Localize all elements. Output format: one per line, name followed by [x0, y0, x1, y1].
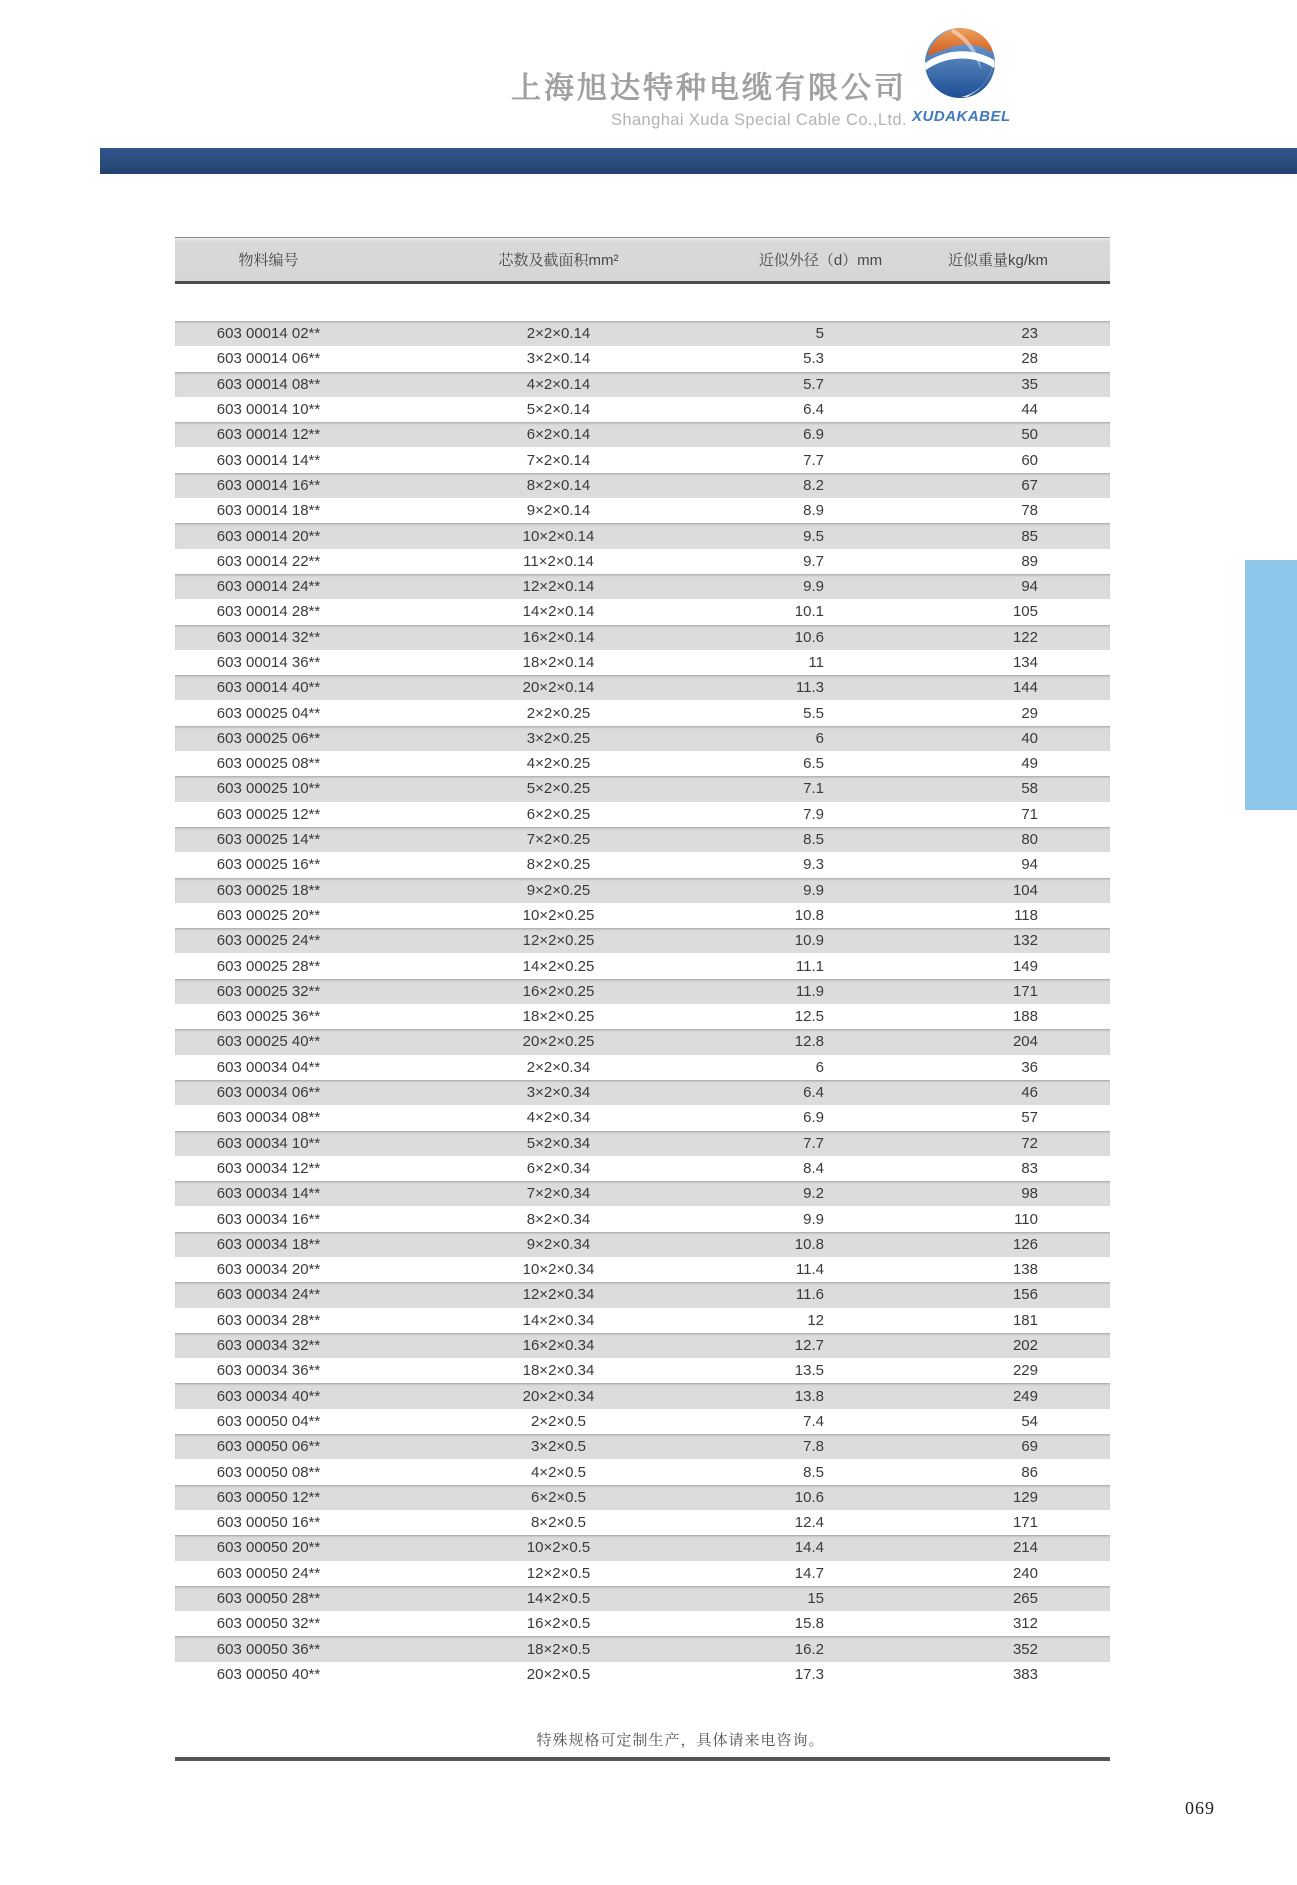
- material-code: 603 00025 14**: [216, 831, 321, 849]
- material-code: 603 00050 20**: [216, 1539, 321, 1557]
- material-code: 603 00034 24**: [216, 1286, 321, 1304]
- table-row: [175, 1535, 1110, 1560]
- outer-diameter: 9.9: [803, 578, 824, 596]
- core-spec: 10×2×0.5: [526, 1539, 591, 1557]
- table-row: [175, 650, 1110, 675]
- outer-diameter: 7.8: [803, 1438, 824, 1456]
- outer-diameter: 15: [807, 1589, 824, 1607]
- outer-diameter: 14.4: [794, 1539, 824, 1557]
- core-spec: 7×2×0.25: [526, 831, 591, 849]
- table-row: [175, 700, 1110, 725]
- material-code: 603 00034 40**: [216, 1387, 321, 1405]
- outer-diameter: 9.5: [803, 527, 824, 545]
- weight: 80: [1021, 831, 1038, 849]
- core-spec: 16×2×0.5: [526, 1615, 591, 1633]
- outer-diameter: 5.5: [803, 704, 824, 722]
- material-code: 603 00025 24**: [216, 932, 321, 950]
- table-row: [175, 346, 1110, 371]
- page-number: 069: [1185, 1798, 1215, 1818]
- table-row: [175, 903, 1110, 928]
- outer-diameter: 6: [815, 729, 824, 747]
- outer-diameter: 5.3: [803, 350, 824, 368]
- weight: 46: [1021, 1084, 1038, 1102]
- outer-diameter: 8.9: [803, 502, 824, 520]
- core-spec: 20×2×0.14: [522, 679, 595, 697]
- core-spec: 5×2×0.25: [526, 780, 591, 798]
- outer-diameter: 10.1: [794, 603, 824, 621]
- weight: 265: [1012, 1589, 1038, 1607]
- outer-diameter: 8.2: [803, 476, 824, 494]
- outer-diameter: 13.5: [794, 1362, 824, 1380]
- core-spec: 7×2×0.34: [526, 1185, 591, 1203]
- core-spec: 16×2×0.34: [522, 1337, 595, 1355]
- core-spec: 5×2×0.14: [526, 401, 591, 419]
- core-spec: 9×2×0.34: [526, 1235, 591, 1253]
- material-code: 603 00014 36**: [216, 654, 321, 671]
- material-code: 603 00050 16**: [216, 1514, 321, 1532]
- core-spec: 6×2×0.25: [526, 805, 591, 823]
- table-row: [175, 422, 1110, 447]
- weight: 240: [1012, 1564, 1038, 1582]
- material-code: 603 00025 04**: [216, 704, 321, 722]
- weight: 98: [1021, 1185, 1038, 1203]
- table-row: [175, 1383, 1110, 1408]
- core-spec: 3×2×0.25: [526, 729, 591, 747]
- outer-diameter: 5: [815, 325, 824, 343]
- core-spec: 18×2×0.5: [526, 1640, 591, 1658]
- core-spec: 8×2×0.34: [526, 1210, 591, 1228]
- outer-diameter: 12.5: [794, 1008, 824, 1026]
- material-code: 603 00014 16**: [216, 476, 321, 494]
- weight: 129: [1012, 1488, 1038, 1506]
- material-code: 603 00050 04**: [216, 1412, 321, 1430]
- core-spec: 12×2×0.25: [522, 932, 595, 950]
- outer-diameter: 8.4: [803, 1159, 824, 1177]
- table-row: [175, 1156, 1110, 1181]
- table-row: [175, 776, 1110, 801]
- core-spec: 4×2×0.25: [526, 755, 591, 773]
- weight: 105: [1012, 603, 1038, 621]
- weight: 352: [1012, 1640, 1038, 1658]
- weight: 383: [1012, 1665, 1038, 1683]
- material-code: 603 00014 14**: [216, 451, 321, 469]
- table-row: [175, 1586, 1110, 1611]
- table-row: [175, 1131, 1110, 1156]
- core-spec: 11×2×0.14: [523, 552, 594, 570]
- table-header-row: [175, 237, 1110, 284]
- outer-diameter: 11.3: [795, 679, 824, 697]
- outer-diameter: 6.5: [803, 755, 824, 773]
- material-code: 603 00050 32**: [216, 1615, 321, 1633]
- outer-diameter: 6: [815, 1058, 824, 1076]
- weight: 134: [1012, 654, 1038, 671]
- table-row: [175, 1055, 1110, 1080]
- material-code: 603 00025 36**: [216, 1008, 321, 1026]
- table-row: [175, 1636, 1110, 1661]
- table-row: [175, 574, 1110, 599]
- material-code: 603 00025 16**: [216, 856, 321, 874]
- outer-diameter: 5.7: [803, 375, 824, 393]
- weight: 86: [1021, 1463, 1038, 1481]
- table-row: [175, 1181, 1110, 1206]
- core-spec: 20×2×0.34: [522, 1387, 595, 1405]
- weight: 188: [1012, 1008, 1038, 1026]
- table-row: [175, 1029, 1110, 1054]
- outer-diameter: 11.9: [795, 982, 824, 1000]
- core-spec: 12×2×0.34: [522, 1286, 595, 1304]
- core-spec: 14×2×0.25: [522, 957, 595, 975]
- core-spec: 6×2×0.5: [530, 1488, 587, 1506]
- material-code: 603 00014 06**: [216, 350, 321, 368]
- outer-diameter: 8.5: [803, 1463, 824, 1481]
- weight: 89: [1021, 552, 1038, 570]
- table-row: [175, 523, 1110, 548]
- material-code: 603 00050 40**: [216, 1665, 321, 1683]
- weight: 181: [1012, 1311, 1038, 1329]
- column-header-outer-diameter: 近似外径（d）mm: [758, 252, 883, 269]
- outer-diameter: 7.1: [803, 780, 824, 798]
- weight: 78: [1021, 502, 1038, 520]
- material-code: 603 00025 28**: [216, 957, 321, 975]
- weight: 71: [1021, 805, 1038, 823]
- table-row: [175, 321, 1110, 346]
- core-spec: 18×2×0.14: [522, 654, 595, 671]
- weight: 144: [1012, 679, 1038, 697]
- outer-diameter: 12.7: [794, 1337, 824, 1355]
- outer-diameter: 7.7: [803, 451, 824, 469]
- table-row: [175, 397, 1110, 422]
- weight: 36: [1021, 1058, 1038, 1076]
- core-spec: 6×2×0.14: [526, 426, 591, 444]
- core-spec: 10×2×0.25: [522, 906, 595, 924]
- table-row: [175, 878, 1110, 903]
- table-row: [175, 549, 1110, 574]
- company-name-cn: 上海旭达特种电缆有限公司: [511, 72, 907, 105]
- globe-swirl-logo-icon: [923, 26, 997, 100]
- footer-note: 特殊规格可定制生产，具体请来电咨询。: [536, 1732, 825, 1749]
- weight: 312: [1012, 1615, 1038, 1633]
- table-row: [175, 827, 1110, 852]
- material-code: 603 00014 24**: [216, 578, 321, 596]
- table-row: [175, 372, 1110, 397]
- core-spec: 10×2×0.34: [522, 1261, 595, 1279]
- material-code: 603 00034 18**: [216, 1235, 321, 1253]
- core-spec: 10×2×0.14: [522, 527, 595, 545]
- table-row: [175, 1282, 1110, 1307]
- outer-diameter: 10.8: [794, 1235, 824, 1253]
- outer-diameter: 17.3: [794, 1665, 824, 1683]
- core-spec: 3×2×0.5: [530, 1438, 587, 1456]
- core-spec: 9×2×0.25: [526, 881, 591, 899]
- table-row: [175, 852, 1110, 877]
- table-row: [175, 1308, 1110, 1333]
- core-spec: 3×2×0.34: [526, 1084, 591, 1102]
- outer-diameter: 9.2: [803, 1185, 824, 1203]
- weight: 72: [1021, 1134, 1038, 1152]
- weight: 23: [1021, 325, 1038, 343]
- core-spec: 14×2×0.5: [526, 1589, 591, 1607]
- table-row: [175, 1561, 1110, 1586]
- weight: 35: [1021, 375, 1038, 393]
- table-row: [175, 498, 1110, 523]
- core-spec: 12×2×0.14: [522, 578, 595, 596]
- core-spec: 4×2×0.34: [526, 1109, 591, 1127]
- chapter-tab: [1245, 560, 1297, 810]
- weight: 49: [1021, 755, 1038, 773]
- outer-diameter: 7.4: [803, 1412, 824, 1430]
- outer-diameter: 11: [808, 654, 824, 671]
- weight: 171: [1012, 982, 1038, 1000]
- table-row: [175, 953, 1110, 978]
- column-header-material-code: 物料编号: [238, 252, 299, 269]
- core-spec: 2×2×0.25: [526, 704, 591, 722]
- outer-diameter: 14.7: [794, 1564, 824, 1582]
- company-name-en: Shanghai Xuda Special Cable Co.,Ltd.: [610, 111, 907, 129]
- core-spec: 14×2×0.34: [522, 1311, 595, 1329]
- material-code: 603 00025 08**: [216, 755, 321, 773]
- outer-diameter: 12: [807, 1311, 824, 1329]
- core-spec: 20×2×0.25: [522, 1033, 595, 1051]
- material-code: 603 00050 36**: [216, 1640, 321, 1658]
- core-spec: 20×2×0.5: [526, 1665, 591, 1683]
- material-code: 603 00025 20**: [216, 906, 321, 924]
- weight: 28: [1021, 350, 1038, 368]
- material-code: 603 00014 18**: [216, 502, 321, 520]
- table-row: [175, 473, 1110, 498]
- core-spec: 2×2×0.5: [530, 1412, 587, 1430]
- outer-diameter: 9.9: [803, 1210, 824, 1228]
- table-row: [175, 1510, 1110, 1535]
- table-row: [175, 751, 1110, 776]
- weight: 40: [1021, 729, 1038, 747]
- material-code: 603 00050 28**: [216, 1589, 321, 1607]
- material-code: 603 00025 32**: [216, 982, 321, 1000]
- outer-diameter: 12.8: [794, 1033, 824, 1051]
- weight: 204: [1012, 1033, 1038, 1051]
- weight: 138: [1012, 1261, 1038, 1279]
- material-code: 603 00034 36**: [216, 1362, 321, 1380]
- table-row: [175, 1257, 1110, 1282]
- weight: 171: [1012, 1514, 1038, 1532]
- material-code: 603 00034 32**: [216, 1337, 321, 1355]
- table-row: [175, 928, 1110, 953]
- core-spec: 8×2×0.14: [526, 476, 591, 494]
- material-code: 603 00025 12**: [216, 805, 321, 823]
- table-body: [175, 321, 1110, 1687]
- outer-diameter: 11.4: [795, 1261, 824, 1279]
- outer-diameter: 11.6: [795, 1286, 824, 1304]
- table-row: [175, 599, 1110, 624]
- outer-diameter: 15.8: [794, 1615, 824, 1633]
- brand-bar: [100, 148, 1297, 174]
- core-spec: 4×2×0.14: [526, 375, 591, 393]
- weight: 249: [1012, 1387, 1038, 1405]
- outer-diameter: 8.5: [803, 831, 824, 849]
- weight: 58: [1021, 780, 1038, 798]
- weight: 57: [1021, 1109, 1038, 1127]
- material-code: 603 00050 24**: [216, 1564, 321, 1582]
- weight: 67: [1021, 476, 1038, 494]
- core-spec: 4×2×0.5: [530, 1463, 587, 1481]
- material-code: 603 00025 10**: [216, 780, 321, 798]
- weight: 29: [1021, 704, 1038, 722]
- outer-diameter: 7.9: [803, 805, 824, 823]
- weight: 69: [1021, 1438, 1038, 1456]
- material-code: 603 00014 12**: [216, 426, 321, 444]
- material-code: 603 00014 32**: [216, 628, 321, 646]
- material-code: 603 00014 28**: [216, 603, 321, 621]
- table-row: [175, 447, 1110, 472]
- material-code: 603 00025 40**: [216, 1033, 321, 1051]
- material-code: 603 00014 22**: [216, 552, 321, 570]
- company-header: [400, 70, 907, 132]
- weight: 104: [1012, 881, 1038, 899]
- outer-diameter: 10.6: [794, 1488, 824, 1506]
- material-code: 603 00050 06**: [216, 1438, 321, 1456]
- table-row: [175, 726, 1110, 751]
- material-code: 603 00034 14**: [216, 1185, 321, 1203]
- weight: 60: [1021, 451, 1038, 469]
- outer-diameter: 10.9: [794, 932, 824, 950]
- core-spec: 18×2×0.25: [522, 1008, 595, 1026]
- outer-diameter: 11.1: [795, 957, 824, 975]
- table-row: [175, 1232, 1110, 1257]
- table-row: [175, 1206, 1110, 1231]
- material-code: 603 00014 20**: [216, 527, 321, 545]
- core-spec: 18×2×0.34: [522, 1362, 595, 1380]
- outer-diameter: 16.2: [794, 1640, 824, 1658]
- core-spec: 2×2×0.34: [526, 1058, 591, 1076]
- outer-diameter: 9.3: [803, 856, 824, 874]
- table-row: [175, 1611, 1110, 1636]
- material-code: 603 00014 10**: [216, 401, 321, 419]
- material-code: 603 00034 04**: [216, 1058, 321, 1076]
- material-code: 603 00034 10**: [216, 1134, 321, 1152]
- table-row: [175, 802, 1110, 827]
- weight: 229: [1012, 1362, 1038, 1380]
- weight: 156: [1012, 1286, 1038, 1304]
- material-code: 603 00050 08**: [216, 1463, 321, 1481]
- weight: 202: [1012, 1337, 1038, 1355]
- weight: 149: [1012, 957, 1038, 975]
- core-spec: 5×2×0.34: [526, 1134, 591, 1152]
- table-row: [175, 1105, 1110, 1130]
- outer-diameter: 6.9: [803, 1109, 824, 1127]
- company-logo: [912, 26, 1011, 125]
- outer-diameter: 9.7: [803, 552, 824, 570]
- core-spec: 14×2×0.14: [522, 603, 595, 621]
- table-row: [175, 1080, 1110, 1105]
- core-spec: 16×2×0.14: [522, 628, 595, 646]
- weight: 94: [1021, 856, 1038, 874]
- outer-diameter: 6.4: [803, 401, 824, 419]
- weight: 214: [1012, 1539, 1038, 1557]
- table-row: [175, 979, 1110, 1004]
- table-row: [175, 1459, 1110, 1484]
- core-spec: 9×2×0.14: [526, 502, 591, 520]
- weight: 122: [1012, 628, 1038, 646]
- weight: 132: [1012, 932, 1038, 950]
- outer-diameter: 13.8: [794, 1387, 824, 1405]
- material-code: 603 00034 06**: [216, 1084, 321, 1102]
- weight: 50: [1021, 426, 1038, 444]
- material-code: 603 00025 18**: [216, 881, 321, 899]
- material-code: 603 00014 08**: [216, 375, 321, 393]
- weight: 44: [1021, 401, 1038, 419]
- weight: 110: [1014, 1210, 1038, 1228]
- core-spec: 7×2×0.14: [526, 451, 591, 469]
- core-spec: 8×2×0.25: [526, 856, 591, 874]
- weight: 118: [1014, 906, 1038, 924]
- table-row: [175, 1434, 1110, 1459]
- bottom-rule: [175, 1757, 1110, 1761]
- table-row: [175, 1409, 1110, 1434]
- material-code: 603 00034 12**: [216, 1159, 321, 1177]
- core-spec: 8×2×0.5: [530, 1514, 587, 1532]
- weight: 126: [1012, 1235, 1038, 1253]
- column-header-weight: 近似重量kg/km: [947, 252, 1048, 269]
- material-code: 603 00034 20**: [216, 1261, 321, 1279]
- material-code: 603 00050 12**: [216, 1488, 321, 1506]
- material-code: 603 00034 28**: [216, 1311, 321, 1329]
- weight: 94: [1021, 578, 1038, 596]
- logo-wordmark: XUDAKABEL: [912, 108, 1011, 125]
- weight: 54: [1021, 1412, 1038, 1430]
- table-row: [175, 1333, 1110, 1358]
- spec-table: [175, 237, 1110, 1687]
- outer-diameter: 10.8: [794, 906, 824, 924]
- core-spec: 2×2×0.14: [526, 325, 591, 343]
- weight: 83: [1021, 1159, 1038, 1177]
- outer-diameter: 6.9: [803, 426, 824, 444]
- outer-diameter: 6.4: [803, 1084, 824, 1102]
- outer-diameter: 9.9: [803, 881, 824, 899]
- core-spec: 3×2×0.14: [526, 350, 591, 368]
- column-header-core-spec: 芯数及截面积mm²: [498, 252, 619, 269]
- outer-diameter: 7.7: [803, 1134, 824, 1152]
- table-row: [175, 625, 1110, 650]
- weight: 85: [1021, 527, 1038, 545]
- core-spec: 6×2×0.34: [526, 1159, 591, 1177]
- table-row: [175, 675, 1110, 700]
- table-row: [175, 1662, 1110, 1687]
- material-code: 603 00034 16**: [216, 1210, 321, 1228]
- material-code: 603 00014 40**: [216, 679, 321, 697]
- material-code: 603 00014 02**: [216, 325, 321, 343]
- core-spec: 16×2×0.25: [522, 982, 595, 1000]
- material-code: 603 00025 06**: [216, 729, 321, 747]
- material-code: 603 00034 08**: [216, 1109, 321, 1127]
- table-row: [175, 1485, 1110, 1510]
- outer-diameter: 12.4: [794, 1514, 824, 1532]
- outer-diameter: 10.6: [794, 628, 824, 646]
- table-row: [175, 1358, 1110, 1383]
- core-spec: 12×2×0.5: [526, 1564, 591, 1582]
- table-row: [175, 1004, 1110, 1029]
